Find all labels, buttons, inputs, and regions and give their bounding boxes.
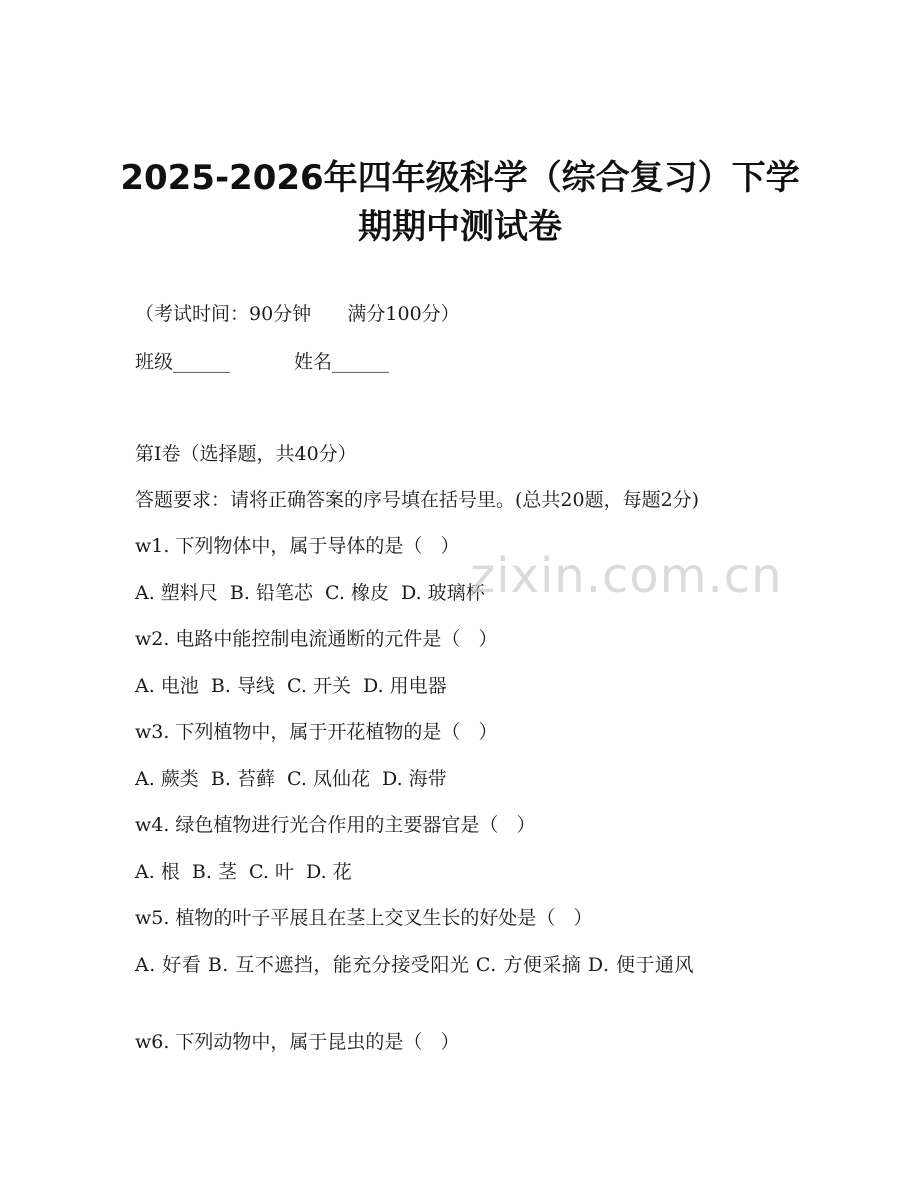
question-4-options: A. 根 B. 茎 C. 叶 D. 花	[135, 861, 352, 883]
section-instructions: 答题要求：请将正确答案的序号填在括号里。(总共20题，每题2分)	[135, 489, 700, 511]
title-line-2: 期期中测试卷	[358, 207, 562, 247]
question-5-stem: w5. 植物的叶子平展且在茎上交叉生长的好处是（ ）	[135, 907, 593, 929]
exam-info: （考试时间：90分钟 满分100分）	[135, 303, 460, 325]
question-2-stem: w2. 电路中能控制电流通断的元件是（ ）	[135, 628, 498, 650]
section-heading: 第I卷（选择题，共40分）	[135, 443, 357, 465]
question-5-options: A. 好看 B. 互不遮挡，能充分接受阳光 C. 方便采摘 D. 便于通风	[135, 954, 695, 976]
question-1-stem: w1. 下列物体中，属于导体的是（ ）	[135, 535, 460, 557]
question-3-stem: w3. 下列植物中，属于开花植物的是（ ）	[135, 721, 498, 743]
question-4-stem: w4. 绿色植物进行光合作用的主要器官是（ ）	[135, 814, 536, 836]
class-field: 班级______	[135, 351, 231, 373]
title-line-1: 2025-2026年四年级科学（综合复习）下学	[120, 158, 800, 198]
question-3-options: A. 蕨类 B. 苔藓 C. 凤仙花 D. 海带	[135, 768, 447, 790]
question-6-stem: w6. 下列动物中，属于昆虫的是（ ）	[135, 1031, 460, 1053]
watermark: zixin.com.cn	[470, 548, 783, 604]
question-1-options: A. 塑料尺 B. 铅笔芯 C. 橡皮 D. 玻璃杯	[135, 582, 485, 604]
question-2-options: A. 电池 B. 导线 C. 开关 D. 用电器	[135, 675, 447, 697]
name-field: 姓名______	[294, 351, 390, 373]
